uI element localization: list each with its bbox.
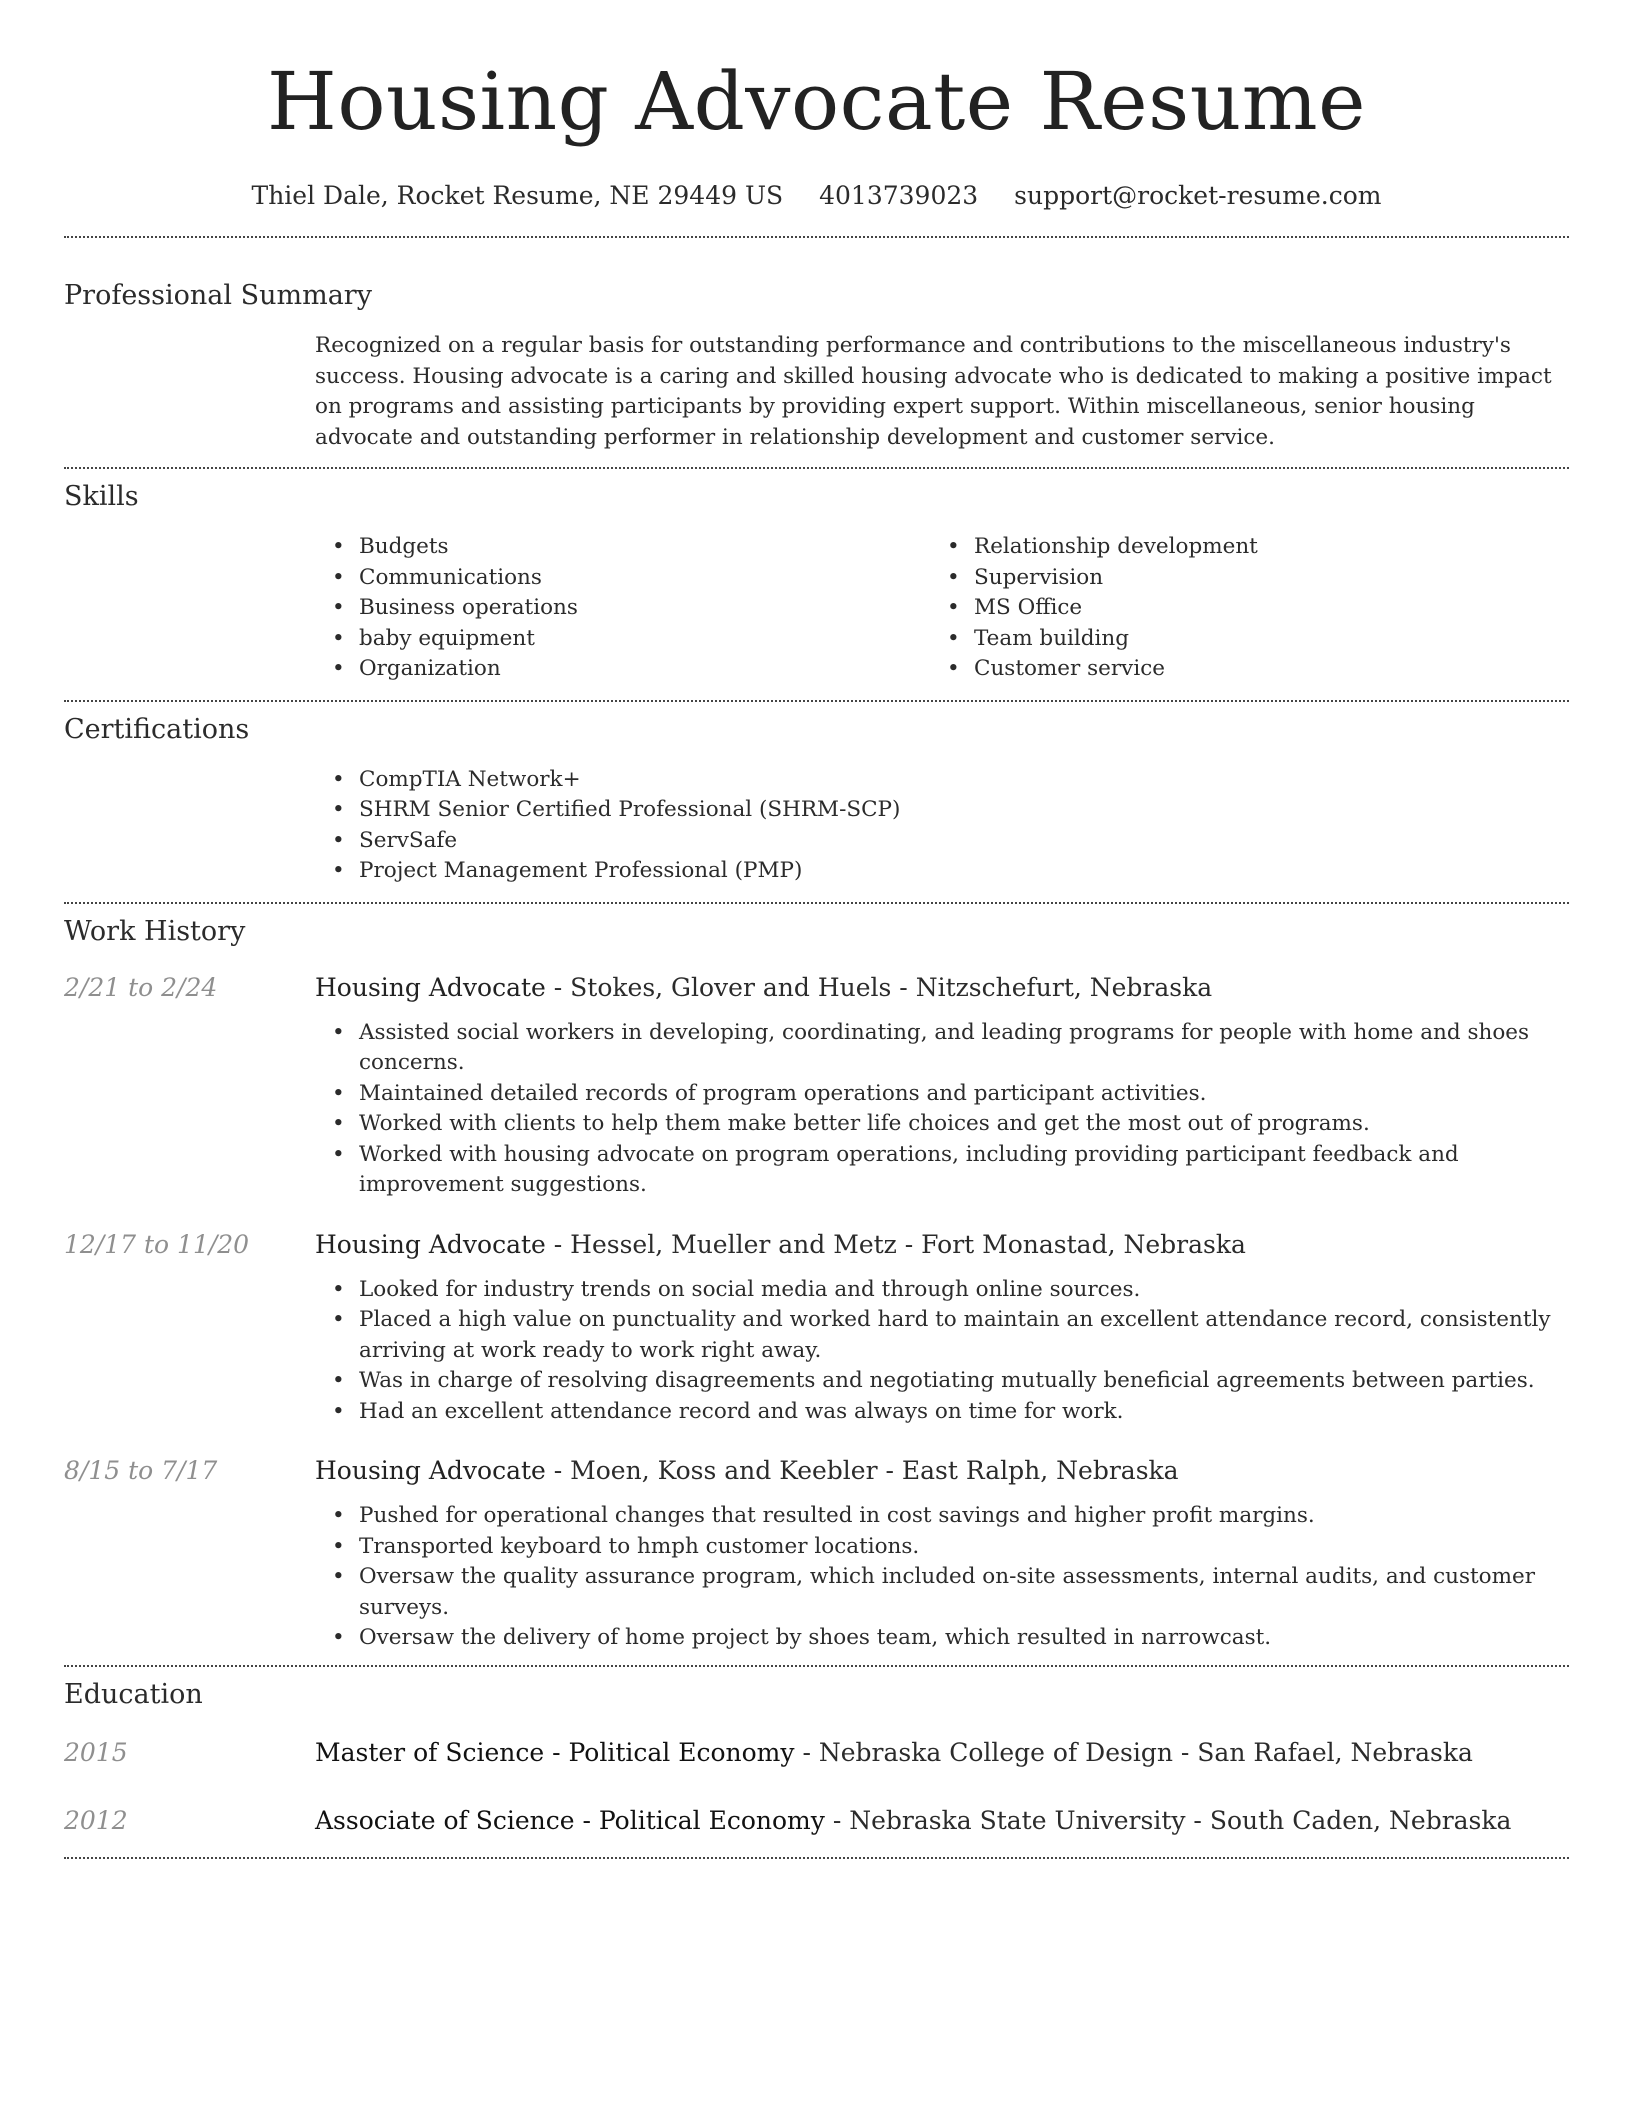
job-dates: 8/15 to 7/17 [64, 1456, 218, 1485]
list-item: • Placed a high value on punctuality and worked hard to maintain an excellent attendance record, consistently arriving at work ready to work right away. [315, 1305, 1569, 1366]
education-school: - Nebraska College of Design - San Rafael, Nebraska [794, 1737, 1473, 1767]
list-item: • Had an excellent attendance record and was always on time for work. [315, 1397, 1569, 1428]
contact-line [64, 178, 1569, 214]
list-item: • Was in charge of resolving disagreements and negotiating mutually beneficial agreements between parties. [315, 1366, 1569, 1397]
education-details [315, 1735, 1473, 1771]
job-entry [64, 1227, 1569, 1428]
list-item: • Oversaw the delivery of home project by shoes team, which resulted in narrowcast. [315, 1623, 1569, 1654]
list-item: • Assisted social workers in developing, coordinating, and leading programs for people with home and shoes concerns. [315, 1018, 1569, 1079]
list-item: • ServSafe [315, 826, 1569, 857]
list-item: • Maintained detailed records of program operations and participant activities. [315, 1079, 1569, 1110]
job-body [315, 1453, 1569, 1654]
job-role: Housing Advocate [315, 1456, 546, 1485]
education-year: 2015 [64, 1737, 128, 1767]
work-history-heading: Work History [64, 915, 246, 947]
certifications-list [315, 765, 1569, 887]
section-divider [64, 467, 1569, 469]
summary-text: Recognized on a regular basis for outstanding performance and contributions to the miscellaneous industry's success. Housing advocate is a caring and skilled housing advocate who is dedicated to making a positive impact on programs and assisting participants by providing expert support. Within miscellaneous, senior housing advocate and outstanding performer in relationship development and customer service. [315, 333, 1552, 450]
job-dates: 12/17 to 11/20 [64, 1229, 250, 1259]
education-entry [64, 1803, 1569, 1839]
list-item: • Customer service [930, 654, 1545, 685]
contact-address: Thiel Dale, Rocket Resume, NE 29449 US [251, 181, 784, 210]
skills-heading: Skills [64, 481, 139, 512]
education-year: 2012 [64, 1805, 128, 1835]
job-duties [315, 1018, 1569, 1201]
section-divider [64, 236, 1569, 238]
job-heading [315, 970, 1569, 1006]
job-body [315, 970, 1569, 1201]
resume-title: Housing Advocate Resume [267, 55, 1366, 148]
list-item: • Looked for industry trends on social media and through online sources. [315, 1275, 1569, 1306]
list-item: • Oversaw the quality assurance program, which included on-site assessments, internal audits, and customer surveys. [315, 1562, 1569, 1623]
list-item: • baby equipment [315, 624, 930, 655]
job-role: Housing Advocate [315, 972, 546, 1002]
job-body [315, 1227, 1569, 1428]
list-item: • Project Management Professional (PMP) [315, 856, 1569, 887]
list-item: • Transported keyboard to hmph customer locations. [315, 1532, 1569, 1563]
list-item: • Worked with clients to help them make better life choices and get the most out of programs. [315, 1109, 1569, 1140]
education-school: - Nebraska State University - South Caden, Nebraska [824, 1805, 1512, 1835]
section-divider [64, 902, 1569, 904]
section-divider [64, 1665, 1569, 1667]
section-divider [64, 1857, 1569, 1859]
job-company: - Moen, Koss and Keebler - East Ralph, Nebraska [545, 1456, 1179, 1485]
education-entry [64, 1735, 1569, 1771]
education-details [315, 1803, 1511, 1839]
contact-phone: 4013739023 [819, 181, 979, 210]
job-company: - Stokes, Glover and Huels - Nitzschefurt, Nebraska [545, 972, 1213, 1002]
skills-column-left [315, 532, 930, 685]
resume-page [64, 0, 1569, 1859]
job-duties [315, 1275, 1569, 1428]
list-item: • Relationship development [930, 532, 1545, 563]
list-item: • SHRM Senior Certified Professional (SHRM-SCP) [315, 795, 1569, 826]
education-degree: Associate of Science - Political Economy [315, 1805, 825, 1835]
job-dates: 2/21 to 2/24 [64, 972, 218, 1002]
education-heading: Education [64, 1678, 203, 1710]
job-role: Housing Advocate [315, 1229, 546, 1259]
list-item: • Pushed for operational changes that resulted in cost savings and higher profit margins. [315, 1501, 1569, 1532]
job-entry [64, 1453, 1569, 1654]
list-item: • Budgets [315, 532, 930, 563]
list-item: • Team building [930, 624, 1545, 655]
education-degree: Master of Science - Political Economy [315, 1737, 795, 1767]
list-item: • CompTIA Network+ [315, 765, 1569, 796]
list-item: • Business operations [315, 593, 930, 624]
certifications-heading: Certifications [64, 713, 250, 745]
job-entry [64, 970, 1569, 1201]
contact-email: support@rocket-resume.com [1014, 181, 1382, 210]
skills-column-right [930, 532, 1545, 685]
summary-heading: Professional Summary [64, 280, 372, 311]
job-heading [315, 1227, 1569, 1263]
section-divider [64, 700, 1569, 702]
list-item: • MS Office [930, 593, 1545, 624]
job-heading [315, 1453, 1569, 1489]
list-item: • Organization [315, 654, 930, 685]
job-duties [315, 1501, 1569, 1654]
list-item: • Supervision [930, 563, 1545, 594]
list-item: • Communications [315, 563, 930, 594]
list-item: • Worked with housing advocate on program operations, including providing participant feedback and improvement suggestions. [315, 1140, 1569, 1201]
skills-list [315, 532, 1569, 685]
job-company: - Hessel, Mueller and Metz - Fort Monastad, Nebraska [545, 1229, 1246, 1259]
